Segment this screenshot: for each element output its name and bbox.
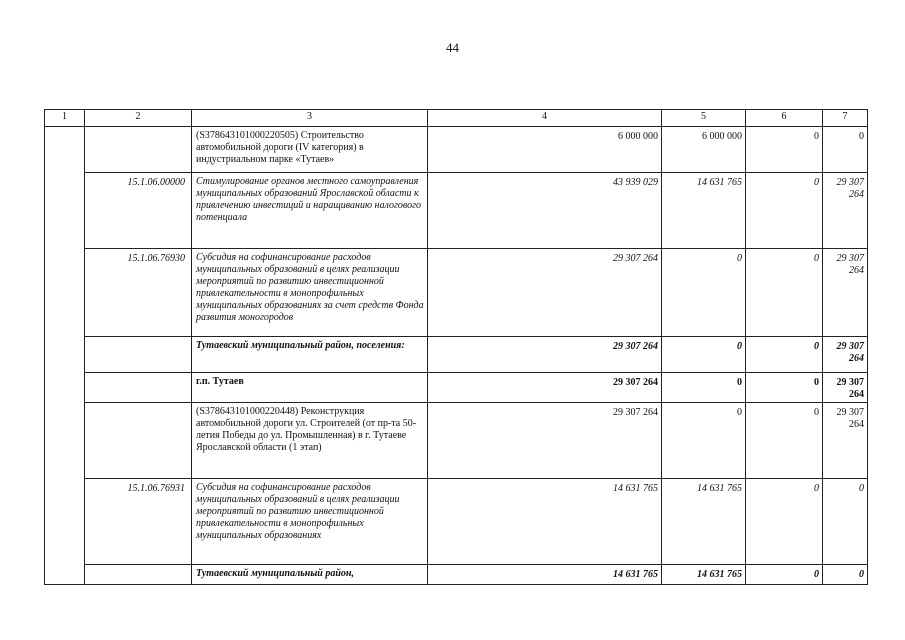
amount-cell: 29 307 264 <box>823 337 868 373</box>
description-cell: Тутаевский муниципальный район, <box>192 565 428 585</box>
amount-cell: 6 000 000 <box>428 127 662 173</box>
amount-cell: 14 631 765 <box>662 173 746 249</box>
table-row <box>45 127 868 173</box>
amount-cell: 14 631 765 <box>662 479 746 565</box>
code-cell <box>85 373 192 403</box>
table-row <box>45 373 868 403</box>
description-cell: Стимулирование органов местного самоуправления муниципальных образований Ярославской области к привлечению инвестиций и наращиванию налогового потенциала <box>192 173 428 249</box>
header-cell: 6 <box>746 110 823 127</box>
code-cell <box>85 565 192 585</box>
code-cell: 15.1.06.76931 <box>85 479 192 565</box>
amount-cell: 0 <box>746 403 823 479</box>
amount-cell: 0 <box>662 249 746 337</box>
table-row <box>45 403 868 479</box>
page-number: 44 <box>446 40 459 55</box>
table-row <box>45 249 868 337</box>
table-row <box>45 173 868 249</box>
amount-cell: 0 <box>746 173 823 249</box>
table-row <box>45 479 868 565</box>
column-1-cell <box>45 127 85 585</box>
description-cell: Субсидия на софинансирование расходов муниципальных образований в целях реализации мероприятий по развитию инвестиционной привлекательности в монопрофильных муниципальных образованиях за счет средств Фонда развития моногородов <box>192 249 428 337</box>
table-row <box>45 565 868 585</box>
amount-cell: 0 <box>746 373 823 403</box>
table-row <box>45 337 868 373</box>
amount-cell: 0 <box>823 565 868 585</box>
amount-cell: 29 307 264 <box>823 403 868 479</box>
description-cell: Тутаевский муниципальный район, поселения: <box>192 337 428 373</box>
code-cell <box>85 127 192 173</box>
amount-cell: 29 307 264 <box>823 373 868 403</box>
amount-cell: 29 307 264 <box>428 403 662 479</box>
description-cell: г.п. Тутаев <box>192 373 428 403</box>
amount-cell: 14 631 765 <box>428 479 662 565</box>
amount-cell: 29 307 264 <box>823 249 868 337</box>
amount-cell: 0 <box>746 249 823 337</box>
amount-cell: 29 307 264 <box>428 337 662 373</box>
header-cell: 7 <box>823 110 868 127</box>
table-header-row <box>45 110 868 127</box>
amount-cell: 43 939 029 <box>428 173 662 249</box>
amount-cell: 0 <box>746 337 823 373</box>
description-cell: (S378643101000220505) Строительство автомобильной дороги (IV категория) в индустриальном парке «Тутаев» <box>192 127 428 173</box>
amount-cell: 29 307 264 <box>428 249 662 337</box>
header-cell: 2 <box>85 110 192 127</box>
code-cell <box>85 403 192 479</box>
code-cell: 15.1.06.76930 <box>85 249 192 337</box>
amount-cell: 0 <box>746 479 823 565</box>
amount-cell: 0 <box>823 479 868 565</box>
amount-cell: 6 000 000 <box>662 127 746 173</box>
header-cell: 4 <box>428 110 662 127</box>
amount-cell: 0 <box>662 403 746 479</box>
amount-cell: 29 307 264 <box>428 373 662 403</box>
header-cell: 1 <box>45 110 85 127</box>
amount-cell: 0 <box>823 127 868 173</box>
amount-cell: 0 <box>662 373 746 403</box>
amount-cell: 0 <box>662 337 746 373</box>
header-cell: 3 <box>192 110 428 127</box>
description-cell: (S378643101000220448) Реконструкция автомобильной дороги ул. Строителей (от пр-та 50-летия Победы до ул. Промышленная) в г. Тутаеве Ярославской области (1 этап) <box>192 403 428 479</box>
amount-cell: 29 307 264 <box>823 173 868 249</box>
code-cell: 15.1.06.00000 <box>85 173 192 249</box>
header-cell: 5 <box>662 110 746 127</box>
code-cell <box>85 337 192 373</box>
amount-cell: 14 631 765 <box>428 565 662 585</box>
amount-cell: 0 <box>746 127 823 173</box>
amount-cell: 14 631 765 <box>662 565 746 585</box>
description-cell: Субсидия на софинансирование расходов муниципальных образований в целях реализации мероприятий по развитию инвестиционной привлекательности в монопрофильных муниципальных образованиях <box>192 479 428 565</box>
budget-table <box>44 109 868 585</box>
amount-cell: 0 <box>746 565 823 585</box>
